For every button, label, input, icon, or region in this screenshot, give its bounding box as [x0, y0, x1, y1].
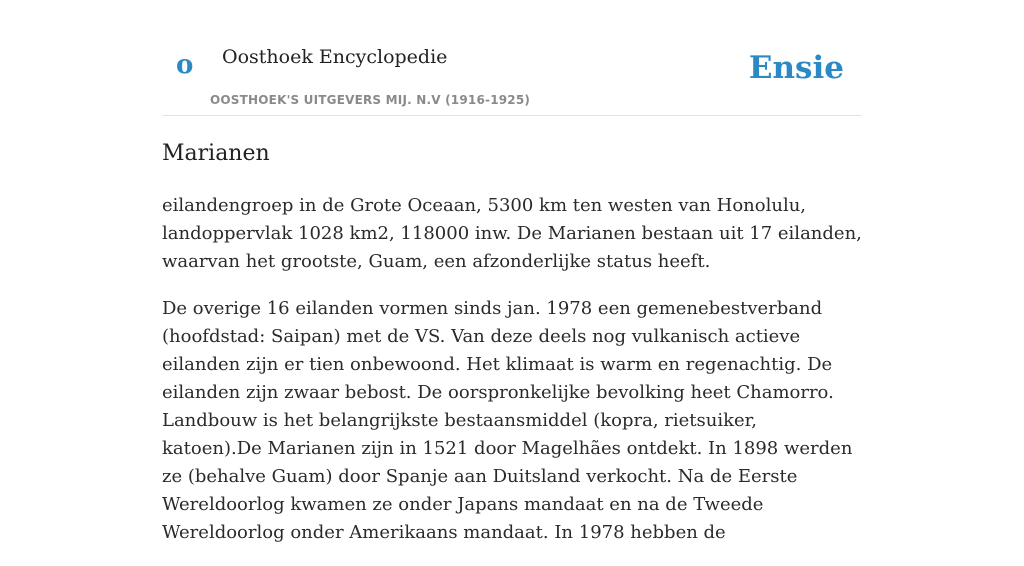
entry-paragraph: De overige 16 eilanden vormen sinds jan. 1978 een gemenebestverband (hoofdstad: Saipan) met de VS. Van deze deels nog vulkanisch actieve eilanden zijn er tien onbewoond. Het klimaat is warm en regenachtig. De eilanden zijn zwaar bebost. De oorspronkelijke bevolking heet Chamorro. Landbouw is het belangrijkste bestaansmiddel (kopra, rietsuiker, katoen).De Marianen zijn in 1521 door Magelhães ontdekt. In 1898 werden ze (behalve Guam) door Spanje aan Duitsland verkocht. Na de Eerste Wereldoorlog kwamen ze onder Japans mandaat en na de Tweede Wereldoorlog onder Amerikaans mandaat. In 1978 hebben de: [162, 298, 853, 543]
ensie-logo-link[interactable]: Ensie: [748, 50, 844, 86]
publication-title[interactable]: Oosthoek Encyclopedie: [222, 46, 448, 68]
entry-title: Marianen: [162, 141, 270, 166]
entry-paragraph: eilandengroep in de Grote Oceaan, 5300 km ten westen van Honolulu, landoppervlak 1028 km2, 118000 inw. De Marianen bestaan uit 17 eilanden, waarvan het grootste, Guam, een afzonderlijke status heeft.: [162, 195, 862, 272]
publication-subtitle: OOSTHOEK'S UITGEVERS MIJ. N.V (1916-1925): [210, 93, 531, 107]
publication-header: [162, 38, 862, 116]
publication-logo[interactable]: o: [176, 50, 194, 80]
entry-body: [162, 192, 862, 566]
